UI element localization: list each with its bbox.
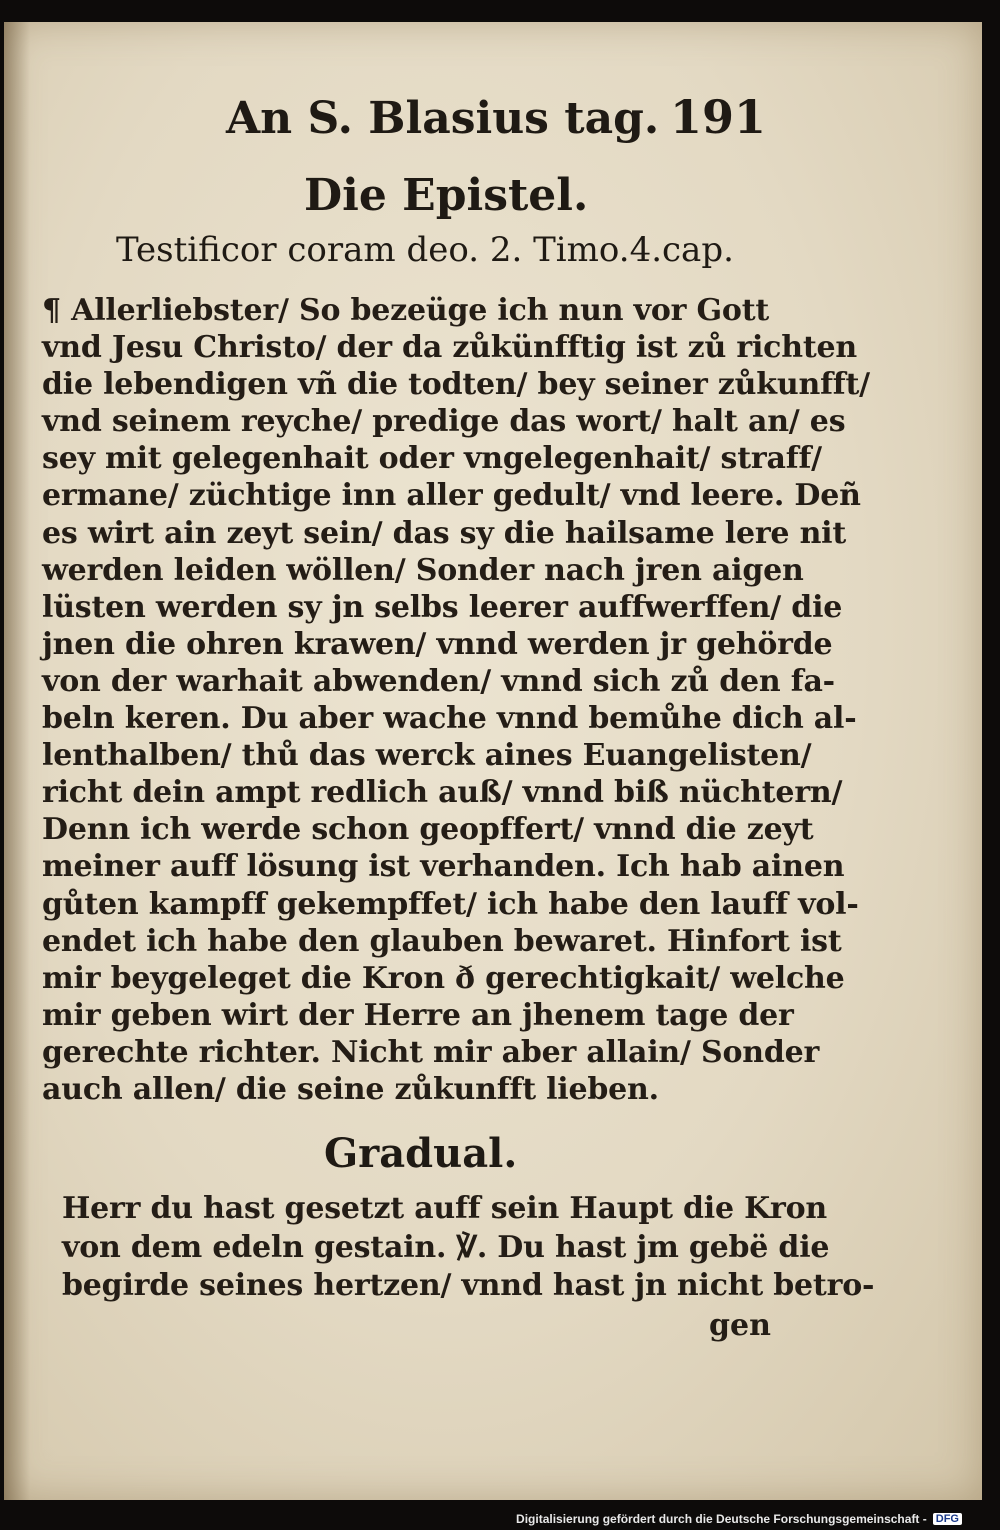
text-line: lüsten werden sy jn selbs leerer auffwerffen/ die: [42, 589, 843, 625]
text-line: auch allen/ die seine zůkunfft lieben.: [42, 1071, 659, 1107]
section-heading-gradual: Gradual.: [324, 1130, 518, 1177]
text-line: begirde seines hertzen/ vnnd hast jn nicht betro-: [62, 1268, 875, 1303]
gradual-text: [62, 1190, 875, 1306]
text-line: sey mit gelegenhait oder vngelegenhait/ straff/: [42, 441, 822, 477]
text-line: gůten kampff gekempffet/ ich habe den lauff vol-: [42, 886, 859, 922]
text-line: ¶ Allerliebster/ So bezeüge ich nun vor Gott: [42, 293, 770, 328]
folio-number: 191: [669, 90, 766, 144]
text-line: mir beygeleget die Kron ð gerechtigkait/ welche: [42, 960, 845, 996]
text-line: gerechte richter. Nicht mir aber allain/ Sonder: [42, 1034, 820, 1070]
text-line: werden leiden wöllen/ Sonder nach jren aigen: [42, 552, 804, 588]
section-heading-epistle: Die Epistel.: [304, 170, 589, 221]
text-line: vnd Jesu Christo/ der da zůkünfftig ist zů richten: [42, 330, 857, 366]
text-line: mir geben wirt der Herre an jhenem tage der: [42, 997, 794, 1033]
text-line: ermane/ züchtige inn aller gedult/ vnd leere. Deñ: [42, 478, 861, 514]
text-line: richt dein ampt redlich auß/ vnnd biß nüchtern/: [42, 775, 843, 811]
epistle-text: [42, 292, 870, 1108]
running-head: [226, 90, 766, 144]
text-line: von der warhait abwenden/ vnnd sich zů den fa-: [42, 663, 835, 699]
text-line: die lebendigen vñ die todten/ bey seiner zůkunfft/: [42, 367, 870, 403]
text-line: meiner auff lösung ist verhanden. Ich hab ainen: [42, 849, 845, 885]
digitization-credit: [516, 1512, 962, 1526]
scripture-reference: Testificor coram deo. 2. Timo.4.cap.: [116, 230, 734, 270]
text-line: beln keren. Du aber wache vnnd bemůhe dich al-: [42, 701, 857, 737]
running-head-title: An S. Blasius tag.: [226, 93, 660, 144]
text-line: jnen die ohren krawen/ vnnd werden jr gehörde: [42, 626, 833, 662]
credit-text: Digitalisierung gefördert durch die Deutsche Forschungsgemeinschaft -: [516, 1512, 927, 1526]
text-line: es wirt ain zeyt sein/ das sy die hailsame lere nit: [42, 515, 847, 551]
text-line: vnd seinem reyche/ predige das wort/ halt an/ es: [42, 404, 846, 440]
catchword: gen: [709, 1308, 771, 1343]
page-gutter-shadow: [4, 22, 30, 1500]
text-line: Herr du hast gesetzt auff sein Haupt die Kron: [62, 1191, 828, 1226]
dfg-logo-icon: DFG: [933, 1513, 962, 1525]
text-line: lenthalben/ thů das werck aines Euangelisten/: [42, 738, 812, 774]
text-line: von dem edeln gestain. ℣. Du hast jm gebë die: [62, 1229, 830, 1265]
text-line: endet ich habe den glauben bewaret. Hinfort ist: [42, 923, 842, 959]
text-line: Denn ich werde schon geopffert/ vnnd die zeyt: [42, 812, 814, 848]
book-page: [4, 22, 982, 1500]
